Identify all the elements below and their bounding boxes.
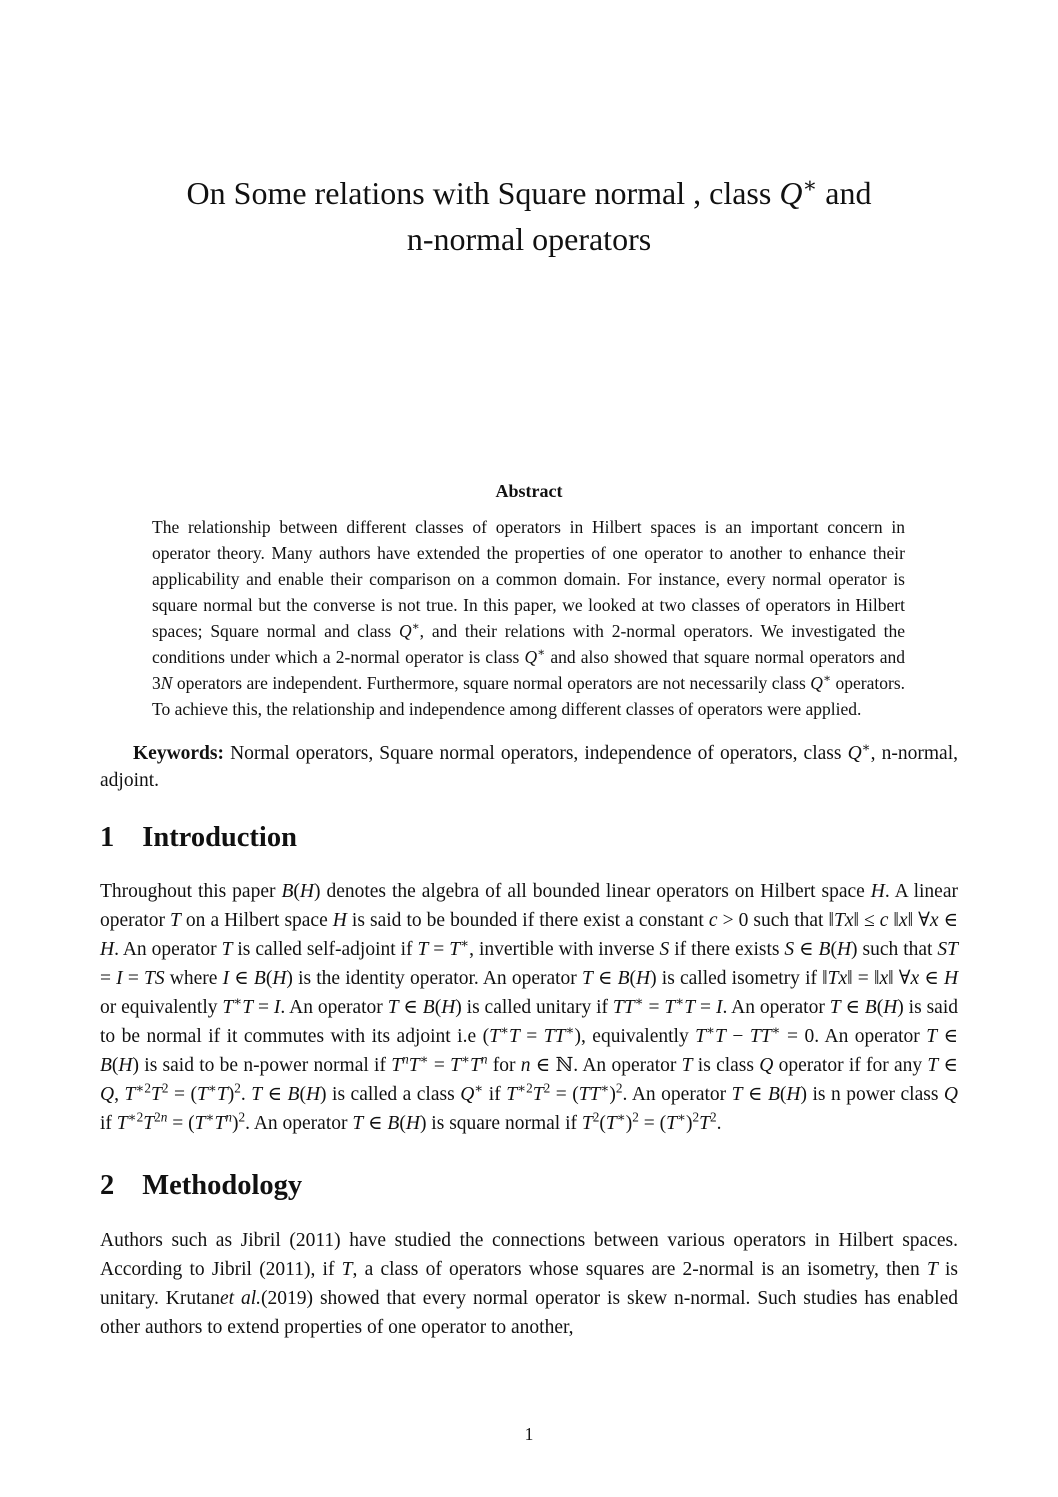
section-heading-introduction bbox=[100, 822, 958, 854]
section-number: 2 bbox=[100, 1170, 115, 1202]
keywords: Keywords: Normal operators, Square normal operators, independence of operators, class Q∗, n-normal, adjoint. bbox=[100, 739, 958, 791]
introduction-paragraph: Throughout this paper B(H) denotes the algebra of all bounded linear operators on Hilbert space H. A linear operator T on a Hilbert space H is said to be bounded if there exist a constant c > 0 such that ‖Tx‖ ≤ c ‖x‖ ∀x ∈ H. An operator T is called self-adjoint if T = T∗, invertible with inverse S if there exists S ∈ B(H) such that ST = I = TS where I ∈ B(H) is the identity operator. An operator T ∈ B(H) is called isometry if ‖Tx‖ = ‖x‖ ∀x ∈ H or equivalently T∗T = I. An operator T ∈ B(H) is called unitary if TT∗ = T∗T = I. An operator T ∈ B(H) is said to be normal if it commutes with its adjoint i.e (T∗T = TT∗), equivalently T∗T − TT∗ = 0. An operator T ∈ B(H) is said to be n-power normal if $T^nT^∗ = T^∗T^n$ for n ∈ ℕ. An operator T is class Q operator if for any T ∈ Q, $T^{∗2}T^2 = (T^∗T)^2$. T ∈ B(H) is called a class Q∗ if $T^{∗2}T^2 = (TT^∗)^2$. An operator T ∈ B(H) is n power class Q if $T^{∗2}T^{2n} = (T^∗T^n)^2$. An operator T ∈ B(H) is square normal if $T^2(T^∗)^2 = (T^∗)^2T^2$. bbox=[100, 881, 959, 1135]
section-number: 1 bbox=[100, 821, 115, 853]
paper-title: On Some relations with Square normal , class Q∗ and n-normal operators bbox=[186, 173, 872, 258]
methodology-paragraph: Authors such as Jibril (2011) have studied the connections between various operators in Hilbert spaces. According to Jibril (2011), if T, a class of operators whose squares are 2-normal is an isometry, then T is unitary. Krutanet al.(2019) showed that every normal operator is skew n-normal. Such studies has enabled other authors to extend properties of one operator to another, bbox=[100, 1230, 959, 1339]
abstract-text: The relationship between different classes of operators in Hilbert spaces is an important concern in operator theory. Many authors have extended the properties of one operator to another to enhance their applicability and enable their comparison on a common domain. For instance, every normal operator is square normal but the converse is not true. In this paper, we looked at two classes of operators in Hilbert spaces; Square normal and class Q∗, and their relations with 2-normal operators. We investigated the conditions under which a 2-normal operator is class Q∗ and also showed that square normal operators and 3N operators are independent. Furthermore, square normal operators are not necessarily class Q∗ operators. To achieve this, the relationship and independence among different classes of operators were applied. bbox=[152, 516, 906, 719]
section-title: Introduction bbox=[142, 821, 297, 853]
section-title: Methodology bbox=[142, 1170, 303, 1202]
abstract-heading: Abstract bbox=[495, 480, 563, 501]
section-heading-methodology bbox=[100, 1170, 958, 1202]
page-number: 1 bbox=[524, 1424, 534, 1444]
